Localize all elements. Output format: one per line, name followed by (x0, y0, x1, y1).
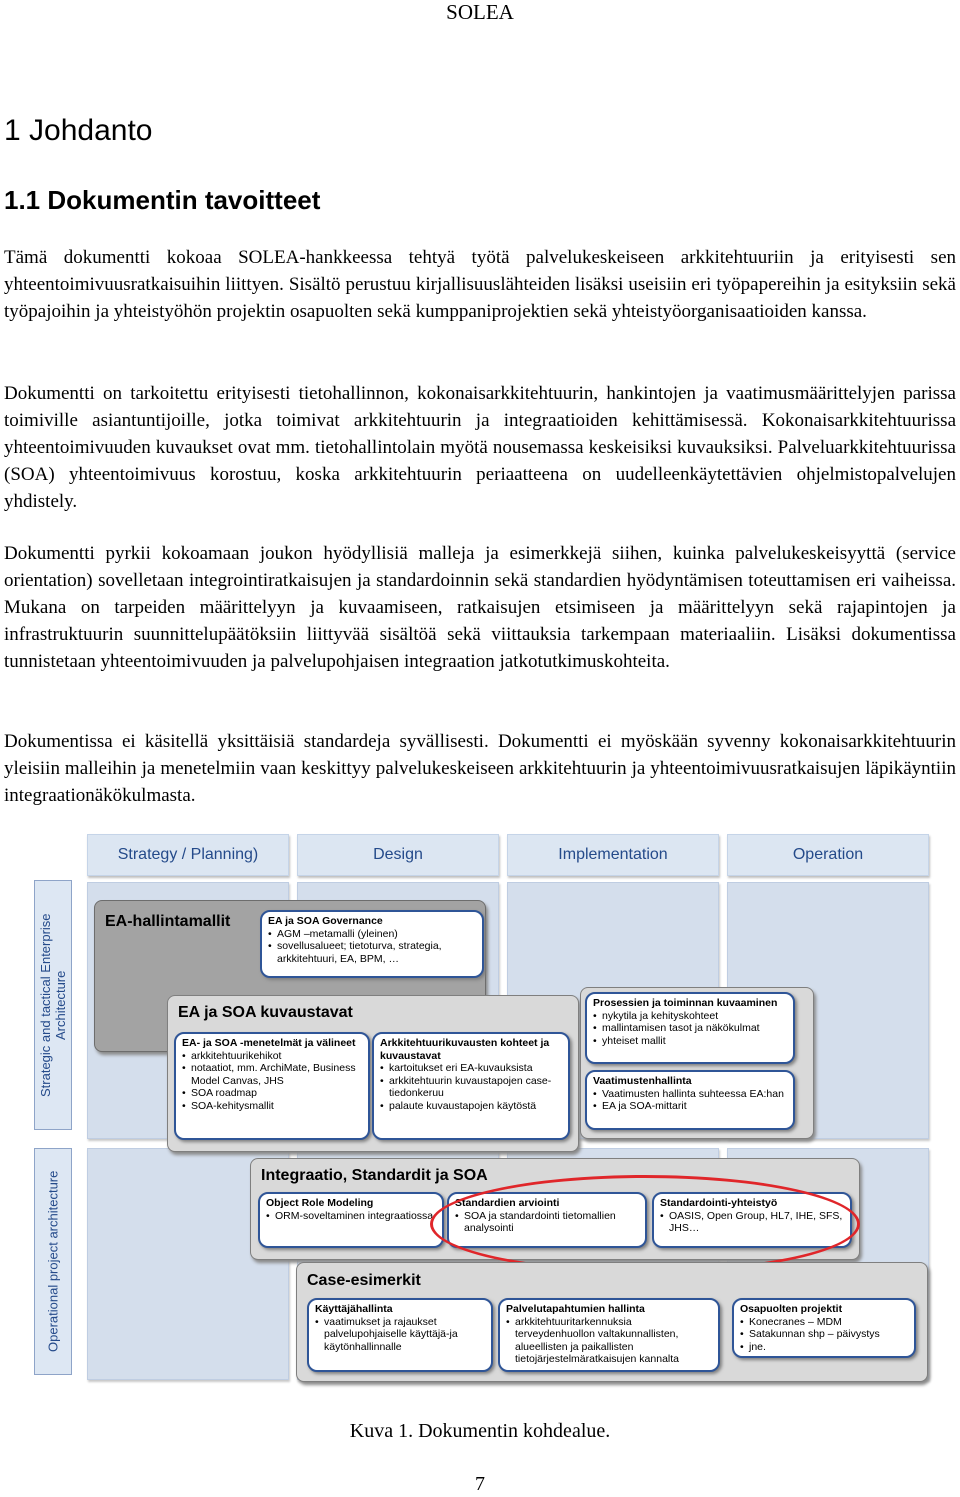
highlight-oval (430, 1175, 860, 1273)
kuvausten-kohteet-item: • arkkitehtuurin kuvaustapojen case-tiedonkeruu (380, 1075, 562, 1100)
row-label-strategic: Strategic and tactical Enterprise Architecture (34, 880, 72, 1130)
vaatimukset-item: • EA ja SOA-mittarit (593, 1100, 787, 1113)
palvelutapahtumat-title: Palvelutapahtumien hallinta (506, 1303, 645, 1315)
paragraph-1: Tämä dokumentti kokoaa SOLEA-hankkeessa tehtyä työtä palvelukeskeiseen arkkitehtuuriin ja erityisesti sen yhteentoimivuusratkaisuihin liittyen. Sisältö perustuu kirjallisuuslähteiden lisäksi useisiin eri työpapereihin ja esityksiin sekä työpajoihin ja yhteistyöhön projektin osapuolten sekä kumppaniprojektien sekä yhteistyöorganisaatioiden kanssa. (4, 247, 956, 322)
menetelmat-item: • SOA-kehitysmallit (182, 1100, 362, 1113)
prosessit-item: • nykytila ja kehityskohteet (593, 1010, 787, 1023)
orm-title: Object Role Modeling (266, 1197, 374, 1209)
kayttaja-box (307, 1298, 493, 1372)
phase-implementation: Implementation (507, 834, 719, 876)
running-header: SOLEA (446, 0, 514, 24)
section-heading: 1.1 Dokumentin tavoitteet (4, 185, 321, 215)
kuvausten-kohteet-box (372, 1032, 570, 1140)
osapuolet-item: • Konecranes – MDM (740, 1316, 908, 1329)
scope-figure (32, 830, 932, 1390)
paragraph-2: Dokumentti on tarkoitettu erityisesti tietohallinnon, kokonaisarkkitehtuurin, hankintojen ja vaatimusmäärittelyjen parissa toimiville asiantuntijoille, jotka toimivat arkkitehtuurin ja integraatioiden kehittämisessä. Kokonaisarkkitehtuurissa yhteentoimivuuden kuvaukset ovat mm. tietohallintolain myötä nousemassa keskeisiksi kuvauksiksi. Palveluarkkitehtuurissa (SOA) yhteentoimivuus korostuu, koska arkkitehtuurin periaatteena on uudelleenkäytettävien ohjelmistopalvelujen yhdistely. (4, 383, 956, 512)
prosessit-title: Prosessien ja toiminnan kuvaaminen (593, 997, 778, 1009)
palvelutapahtumat-item: • arkkitehtuuritarkennuksia terveydenhuollon valtakunnallisten, alueellisten ja paikallisten tietojärjestelmäratkaisujen kannalta (506, 1316, 712, 1366)
paragraph-3: Dokumentti pyrkii kokoamaan joukon hyödyllisiä malleja ja esimerkkejä siihen, kuinka palvelukeskeisyyttä (service orientation) sovelletaan integrointiratkaisujen ja standardoinnin sekä standardien hyödyntämisen toteuttamisen eri vaiheissa. Mukana on tarpeiden määrittelyyn ja kuvaamiseen, ratkaisujen etsimiseen ja määrittelyyn sekä rajapintojen ja infrastruktuurin suunnittelupäätöksiin liittyvää sisältöä sekä viittauksia tarkempaan materiaaliin. Lisäksi dokumentissa tunnistetaan yhteentoimivuuden ja palvelupohjaisen integraation jatkotutkimuskohteita. (4, 543, 956, 672)
menetelmat-item: • SOA roadmap (182, 1087, 362, 1100)
arviointi-item: • SOA ja standardointi tietomallien analysointi (455, 1210, 639, 1235)
integraatio-title: Integraatio, Standardit ja SOA (261, 1167, 488, 1184)
phase-design: Design (297, 834, 499, 876)
chapter-heading: 1 Johdanto (4, 114, 153, 147)
menetelmat-item: • arkkitehtuurikehikot (182, 1050, 362, 1063)
prosessit-item: • mallintamisen tasot ja näkökulmat (593, 1022, 787, 1035)
prosessit-box (585, 992, 795, 1064)
kuvausten-kohteet-title: Arkkitehtuurikuvausten kohteet ja kuvaustavat (380, 1037, 550, 1062)
row-label-operational: Operational project architecture (34, 1148, 72, 1375)
governance-item: • sovellusalueet; tietoturva, strategia, arkkitehtuuri, EA, BPM, … (268, 940, 476, 965)
menetelmat-title: EA- ja SOA -menetelmät ja välineet (182, 1037, 356, 1049)
governance-box (260, 910, 484, 978)
governance-title: EA ja SOA Governance (268, 915, 383, 927)
yhteistyo-title: Standardointi-yhteistyö (660, 1197, 778, 1209)
kayttaja-item: • vaatimukset ja rajaukset palvelupohjaiselle käyttäjä-ja käytönhallinnalle (315, 1316, 485, 1354)
vaatimukset-box (585, 1070, 795, 1130)
vaatimukset-title: Vaatimustenhallinta (593, 1075, 692, 1087)
kayttaja-title: Käyttäjähallinta (315, 1303, 393, 1315)
menetelmat-box (174, 1032, 370, 1140)
prosessit-item: • yhteiset mallit (593, 1035, 787, 1048)
figure-caption: Kuva 1. Dokumentin kohdealue. (349, 1420, 611, 1442)
osapuolet-title: Osapuolten projektit (740, 1303, 843, 1315)
page-number: 7 (475, 1473, 485, 1495)
osapuolet-item: • jne. (740, 1341, 908, 1354)
osapuolet-box (732, 1298, 916, 1358)
vaatimukset-item: • Vaatimusten hallinta suhteessa EA:han (593, 1088, 787, 1101)
orm-item: • ORM-soveltaminen integraatiossa (266, 1210, 436, 1223)
kuvausten-kohteet-item: • palaute kuvaustapojen käytöstä (380, 1100, 562, 1113)
paragraph-4: Dokumentissa ei käsitellä yksittäisiä standardeja syvällisesti. Dokumentti ei myöskään syvenny kokonaisarkkitehtuurin yleisiin malleihin ja menetelmiin vaan keskittyy palvelukeskeiseen arkkitehtuurin ja yhteentoimivuusratkaisujen läpikäyntiin integraationäkökulmasta. (4, 731, 956, 806)
kuvausten-kohteet-item: • kartoitukset eri EA-kuvauksista (380, 1062, 562, 1075)
kuvaustavat-title: EA ja SOA kuvaustavat (178, 1004, 353, 1021)
menetelmat-item: • notaatiot, mm. ArchiMate, Business Model Canvas, JHS (182, 1062, 362, 1087)
orm-box (258, 1192, 444, 1248)
palvelutapahtumat-box (498, 1298, 720, 1372)
phase-operation: Operation (727, 834, 929, 876)
governance-item: • AGM –metamalli (yleinen) (268, 928, 476, 941)
osapuolet-item: • Satakunnan shp – päivystys (740, 1328, 908, 1341)
case-title: Case-esimerkit (307, 1272, 421, 1289)
ea-hallintamallit-title: EA-hallintamallit (105, 913, 231, 930)
arviointi-title: Standardien arviointi (455, 1197, 560, 1209)
phase-strategy: Strategy / Planning) (87, 834, 289, 876)
yhteistyo-item: • OASIS, Open Group, HL7, IHE, SFS, JHS… (660, 1210, 844, 1235)
